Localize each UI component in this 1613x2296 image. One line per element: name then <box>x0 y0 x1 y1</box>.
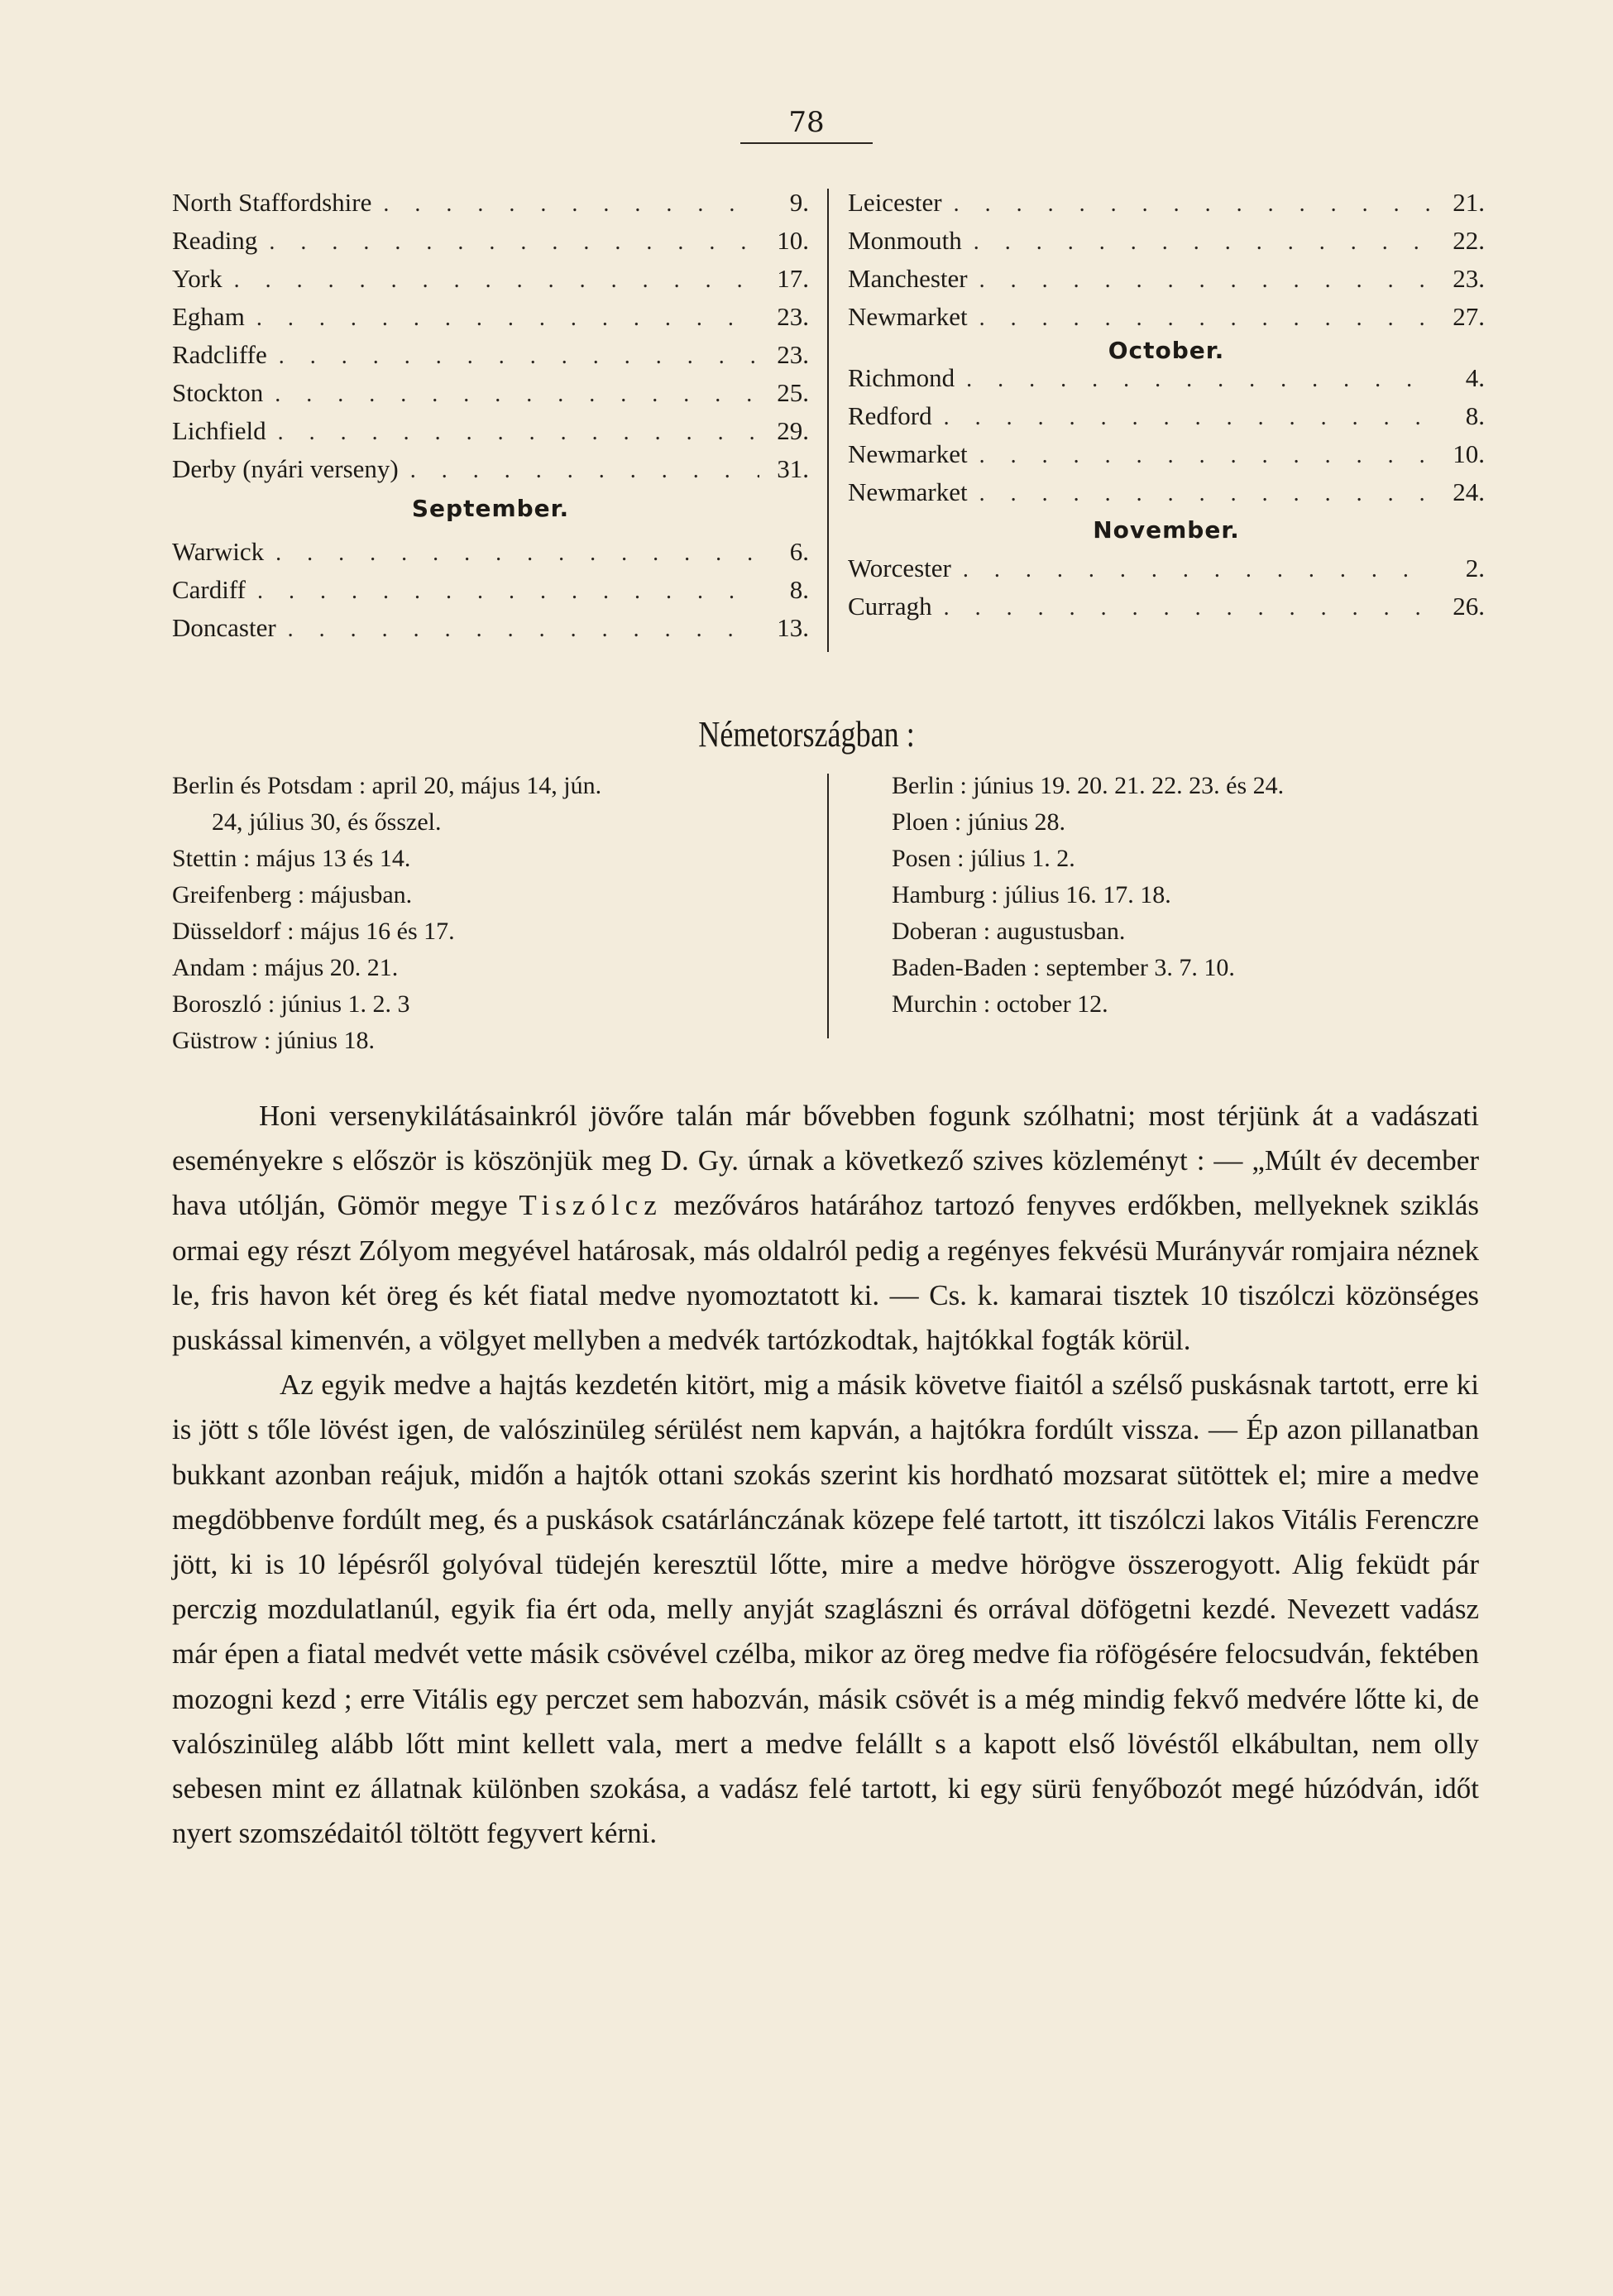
germany-race-line: Greifenberg : májusban. <box>172 881 413 908</box>
germany-calendar-right <box>892 768 1487 1023</box>
leader-dots <box>932 399 1435 437</box>
race-date: 25. <box>777 378 809 407</box>
race-entry <box>848 473 1485 511</box>
leader-dots <box>955 361 1435 399</box>
leader-dots <box>932 589 1435 627</box>
race-date: 4. <box>1465 363 1485 392</box>
germany-calendar-left <box>172 768 817 1059</box>
month-heading-october: October. <box>1108 337 1225 364</box>
race-entry <box>848 549 1485 587</box>
race-entry <box>172 609 809 647</box>
leader-dots <box>962 223 1435 261</box>
month-heading-september: September. <box>411 495 570 522</box>
race-entry <box>172 184 809 222</box>
race-venue: Egham <box>172 302 245 331</box>
leader-dots <box>951 551 1435 589</box>
germany-race-line: Güstrow : június 18. <box>172 1027 376 1054</box>
race-venue: Curragh <box>848 592 932 621</box>
germany-race-line: Düsseldorf : május 16 és 17. <box>172 918 455 945</box>
race-venue: Richmond <box>848 363 955 392</box>
race-venue: Newmarket <box>848 302 968 331</box>
race-venue: Radcliffe <box>172 340 267 369</box>
germany-race-line: Murchin : october 12. <box>892 990 1108 1018</box>
race-date: 10. <box>1453 439 1485 468</box>
germany-heading: Németországban : <box>698 714 915 755</box>
race-venue: Warwick <box>172 537 265 566</box>
leader-dots <box>266 414 759 452</box>
leader-dots <box>246 573 759 611</box>
race-venue: Manchester <box>848 264 968 293</box>
race-date: 23. <box>1453 264 1485 293</box>
leader-dots <box>968 475 1435 513</box>
race-venue: Newmarket <box>848 439 968 468</box>
race-entry <box>172 222 809 260</box>
leader-dots <box>264 534 759 573</box>
germany-race-line: Boroszló : június 1. 2. 3 <box>172 990 410 1018</box>
town-name: Tiszólcz <box>519 1189 663 1222</box>
column-divider-uk <box>827 189 829 652</box>
race-date: 6. <box>789 537 809 566</box>
race-venue: Monmouth <box>848 226 962 255</box>
race-venue: North Staffordshire <box>172 188 372 217</box>
leader-dots <box>267 338 759 376</box>
race-date: 2. <box>1465 554 1485 582</box>
race-venue: Reading <box>172 226 258 255</box>
germany-race-line: 24, július 30, és ősszel. <box>212 808 442 836</box>
germany-race-line: Andam : május 20. 21. <box>172 954 399 981</box>
uk-calendar-right <box>848 184 1485 626</box>
race-entry <box>172 336 809 374</box>
month-heading-november: November. <box>1093 516 1240 544</box>
uk-calendar-left <box>172 184 809 647</box>
leader-dots <box>968 437 1435 475</box>
page-number: 78 <box>788 106 825 139</box>
leader-dots <box>245 300 759 338</box>
race-date: 23. <box>777 340 809 369</box>
germany-race-line: Hamburg : július 16. 17. 18. <box>892 881 1171 908</box>
race-date: 9. <box>789 188 809 217</box>
race-venue: Stockton <box>172 378 264 407</box>
race-date: 13. <box>777 613 809 642</box>
race-entry <box>848 184 1485 222</box>
germany-race-line: Ploen : június 28. <box>892 808 1066 836</box>
germany-race-line: Berlin és Potsdam : april 20, május 14, jún. <box>172 772 602 799</box>
race-entry <box>848 587 1485 626</box>
leader-dots <box>263 376 759 414</box>
article-body <box>172 1094 1479 1856</box>
race-date: 24. <box>1453 477 1485 506</box>
race-date: 10. <box>777 226 809 255</box>
race-venue: Leicester <box>848 188 942 217</box>
germany-race-line: Berlin : június 19. 20. 21. 22. 23. és 24. <box>892 772 1285 799</box>
race-entry <box>172 450 809 488</box>
leader-dots <box>371 185 759 223</box>
race-entry <box>848 260 1485 298</box>
race-venue: Worcester <box>848 554 951 582</box>
race-entry <box>848 298 1485 336</box>
leader-dots <box>399 452 759 490</box>
race-date: 31. <box>777 454 809 483</box>
leader-dots <box>223 261 759 300</box>
leader-dots <box>276 611 759 649</box>
race-date: 17. <box>777 264 809 293</box>
race-venue: York <box>172 264 223 293</box>
race-entry <box>172 533 809 571</box>
race-entry <box>172 298 809 336</box>
leader-dots <box>968 300 1435 338</box>
race-date: 22. <box>1453 226 1485 255</box>
race-entry <box>172 374 809 412</box>
race-entry <box>172 260 809 298</box>
leader-dots <box>257 223 759 261</box>
race-venue: Redford <box>848 401 932 430</box>
race-venue: Cardiff <box>172 575 246 604</box>
paragraph-1: Honi versenykilátásainkról jövőre talán már bővebben fogunk szólhatni; most térjünk át a vadászati eseményekre s először is köszönjük meg D. Gy. úrnak a következő szives közleményt : — „Múlt év december hava utólján, Gömör megye Tiszólcz mezőváros határához tartozó fenyves erdőkben, mellyeknek sziklás ormai egy részt Zólyom megyével határosak, más oldalról pedig a regényes fekvésü Murányvár romjaira néznek le, fris havon két öreg és két fiatal medve nyomoztatott ki. — Cs. k. kamarai tisztek 10 tiszólczi közönséges puskással kimenvén, a völgyet mellyben a medvék tartózkodtak, hajtókkal fogták körül. <box>172 1100 1479 1357</box>
column-divider-germany <box>827 774 829 1038</box>
race-entry <box>848 397 1485 435</box>
race-venue: Derby (nyári verseny) <box>172 454 399 483</box>
race-entry <box>172 571 809 609</box>
race-entry <box>848 359 1485 397</box>
race-date: 26. <box>1453 592 1485 621</box>
germany-race-line: Baden-Baden : september 3. 7. 10. <box>892 954 1235 981</box>
paragraph-2: Az egyik medve a hajtás kezdetén kitört, mig a másik követve fiaitól a szélső puskásnak tartott, erre ki is jött s tőle lövést igen, de valószinüleg sérülést nem kapván, a hajtókra fordúlt vissza. — Ép azon pillanatban bukkant azonban reájuk, midőn a hajtók ottani szokás szerint kis hordható mozsarat sütöttek el; mire a medve megdöbbenve fordúlt meg, és a puskások csatárlánczának közepe felé tartott, itt tiszólczi lakos Vitális Ferenczre jött, ki is 10 lépésről golyóval tüdején keresztül lőtte, mire a medve hörögve összerogyott. Alig feküdt pár perczig mozdulatlanúl, egyik fia ért oda, melly anyját szaglászni és orrával döfögetni kezdé. Nevezett vadász már épen a fiatal medvét vette másik csövével czélba, mikor az öreg medve fia röfögésére felocsudván, fektében mozogni kezd ; erre Vitális egy perczet sem habozván, másik csövét is a még mindig fekvő medvére lőtte ki, de valószinüleg alább lőtt mint kellett vala, mert a medve felállt s a kapott első lövéstől elkábultan, nem olly sebesen mint ez állatnak különben szokása, a vadász felé tartott, ki egy sürü fenyőbozót megé húzódván, időt nyert szomszédaitól töltött fegyvert kérni. <box>172 1368 1479 1850</box>
page-number-rule <box>740 142 873 144</box>
race-date: 29. <box>777 416 809 445</box>
race-entry <box>848 222 1485 260</box>
race-date: 8. <box>789 575 809 604</box>
germany-race-line: Doberan : augustusban. <box>892 918 1126 945</box>
leader-dots <box>942 185 1435 223</box>
germany-race-line: Posen : július 1. 2. <box>892 845 1075 872</box>
race-entry <box>848 435 1485 473</box>
leader-dots <box>968 261 1435 300</box>
race-date: 8. <box>1465 401 1485 430</box>
race-venue: Lichfield <box>172 416 266 445</box>
race-date: 27. <box>1453 302 1485 331</box>
race-entry <box>172 412 809 450</box>
race-venue: Doncaster <box>172 613 276 642</box>
race-date: 21. <box>1453 188 1485 217</box>
race-date: 23. <box>777 302 809 331</box>
germany-race-line: Stettin : május 13 és 14. <box>172 845 411 872</box>
race-venue: Newmarket <box>848 477 968 506</box>
